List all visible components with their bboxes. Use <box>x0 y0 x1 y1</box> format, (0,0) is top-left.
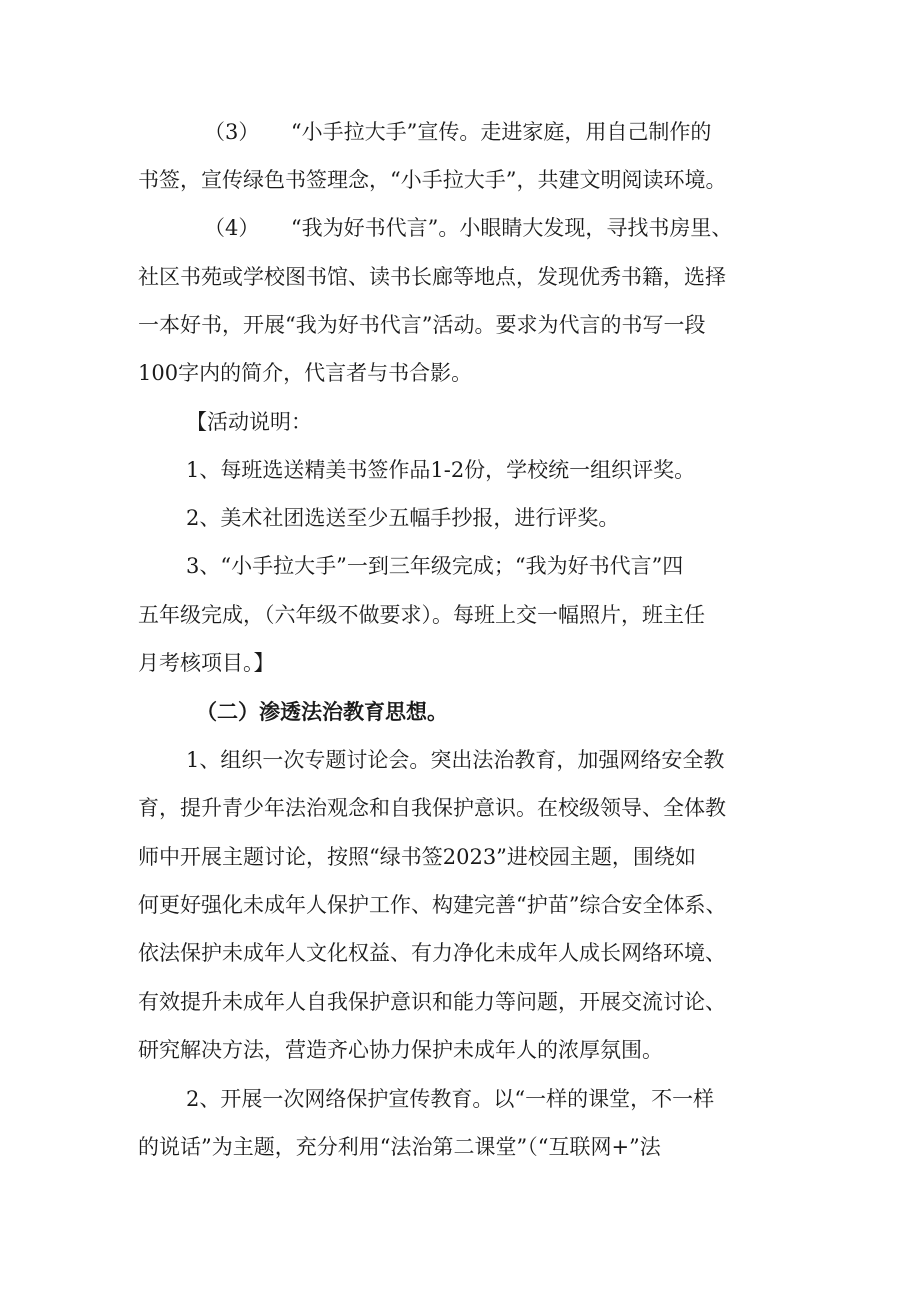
paragraph-line: 一本好书，开展“我为好书代言”活动。要求为代言的书写一段 <box>138 313 706 337</box>
list-item: 1、组织一次专题讨论会。突出法治教育，加强网络安全教 <box>186 748 725 772</box>
paragraph-line: 五年级完成，（六年级不做要求）。每班上交一幅照片，班主任 <box>138 603 705 627</box>
paragraph-line: （3） “小手拉大手”宣传。走进家庭，用自己制作的 <box>204 120 712 144</box>
paragraph-line: 的说话”为主题，充分利用“法治第二课堂”（“互联网+”法 <box>138 1135 661 1159</box>
paragraph-line: 研究解决方法，营造齐心协力保护未成年人的浓厚氛围。 <box>138 1038 663 1062</box>
section-note-heading: 【活动说明： <box>186 410 312 434</box>
paragraph-line: 育，提升青少年法治观念和自我保护意识。在校级领导、全体教 <box>138 796 726 820</box>
paragraph-line: 书签，宣传绿色书签理念，“小手拉大手”，共建文明阅读环境。 <box>138 168 727 192</box>
paragraph-line: 100字内的简介，代言者与书合影。 <box>138 361 473 385</box>
paragraph-line: 社区书苑或学校图书馆、读书长廊等地点，发现优秀书籍，选择 <box>138 265 726 289</box>
section-heading: （二）渗透法治教育思想。 <box>196 699 448 724</box>
paragraph-line: 师中开展主题讨论，按照“绿书签2023”进校园主题，围绕如 <box>138 845 696 869</box>
list-item: 3、“小手拉大手”一到三年级完成；“我为好书代言”四 <box>186 554 684 578</box>
list-item: 2、美术社团选送至少五幅手抄报，进行评奖。 <box>186 506 620 530</box>
paragraph-line: 何更好强化未成年人保护工作、构建完善“护苗”综合安全体系、 <box>138 893 727 917</box>
paragraph-line: 月考核项目。】 <box>138 651 275 675</box>
paragraph-line: （4） “我为好书代言”。小眼睛大发现，寻找书房里、 <box>204 216 733 240</box>
list-item: 2、开展一次网络保护宣传教育。以“一样的课堂，不一样 <box>186 1087 715 1111</box>
paragraph-line: 依法保护未成年人文化权益、有力净化未成年人成长网络环境、 <box>138 941 726 965</box>
paragraph-line: 有效提升未成年人自我保护意识和能力等问题，开展交流讨论、 <box>138 990 726 1014</box>
list-item: 1、每班选送精美书签作品1-2份，学校统一组织评奖。 <box>186 458 696 482</box>
